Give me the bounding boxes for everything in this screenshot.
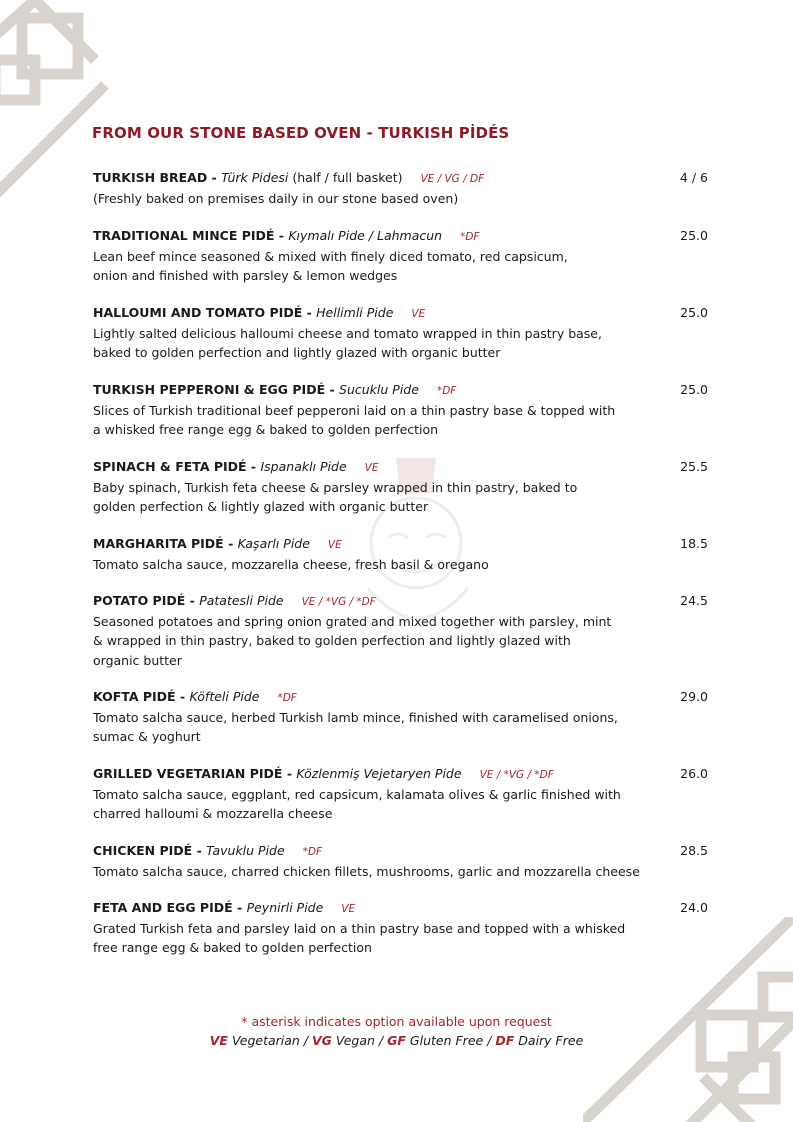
item-name: TURKISH BREAD (93, 170, 208, 185)
item-price: 4 / 6 (679, 170, 708, 185)
item-turkish-name: Patatesli Pide (199, 593, 284, 608)
item-turkish-name: Hellimli Pide (316, 305, 394, 320)
menu-item (93, 303, 718, 363)
dietary-tag: *DF (460, 231, 480, 243)
menu-item (93, 687, 718, 747)
item-separator: - (192, 843, 207, 858)
legend-abbr: DF (495, 1033, 515, 1048)
item-separator: - (246, 459, 261, 474)
item-description: (Freshly baked on premises daily in our stone based oven) (93, 191, 459, 206)
dietary-tag: VE (327, 539, 342, 551)
dietary-tag: *DF (302, 846, 323, 858)
item-name: SPINACH & FETA PIDÉ (93, 459, 247, 474)
menu-item (93, 226, 718, 286)
item-separator: - (185, 593, 200, 608)
item-header (93, 687, 718, 708)
item-price: 29.0 (680, 689, 708, 704)
item-name: KOFTA PIDÉ (93, 689, 176, 704)
item-turkish-name: Kıymalı Pide / Lahmacun (288, 228, 443, 243)
item-name: MARGHARITA PIDÉ (93, 536, 224, 551)
item-price: 26.0 (680, 766, 708, 781)
item-description: Grated Turkish feta and parsley laid on a thin pastry base and topped with a whisked free range egg & baked to golden perfection (93, 921, 626, 956)
item-description: Seasoned potatoes and spring onion grated and mixed together with parsley, mint & wrapped in thin pastry, baked to golden perfection and lightly glazed with organic butter (93, 614, 612, 668)
item-price: 25.0 (680, 228, 708, 243)
dietary-tag: VE / *VG / *DF (301, 596, 376, 608)
item-price: 25.0 (680, 382, 708, 397)
item-description: Lean beef mince seasoned & mixed with finely diced tomato, red capsicum, onion and finished with parsley & lemon wedges (93, 249, 568, 284)
item-price: 24.0 (680, 900, 708, 915)
item-separator: - (175, 689, 190, 704)
legend-label: Vegetarian (231, 1033, 300, 1048)
menu-item (93, 457, 718, 517)
legend-abbr: GF (387, 1033, 406, 1048)
item-turkish-name: Közlenmiş Vejetaryen Pide (296, 766, 462, 781)
dietary-tag: VE (411, 308, 426, 320)
asterisk-note: * asterisk indicates option available upon request (241, 1014, 552, 1029)
item-description: Tomato salcha sauce, charred chicken fillets, mushrooms, garlic and mozzarella cheese (93, 864, 640, 879)
item-separator: - (282, 766, 297, 781)
menu-item (93, 898, 718, 958)
item-turkish-name: Ispanaklı Pide (260, 459, 347, 474)
item-description: Lightly salted delicious halloumi cheese and tomato wrapped in thin pastry base, baked to golden perfection and lightly glazed with organic butter (93, 326, 602, 361)
item-price: 28.5 (680, 843, 708, 858)
legend-abbr: VE (209, 1033, 228, 1048)
item-name: POTATO PIDÉ (93, 593, 186, 608)
item-description: Slices of Turkish traditional beef pepperoni laid on a thin pastry base & topped with a whisked free range egg & baked to golden perfection (93, 403, 616, 438)
dietary-tag: *DF (277, 692, 297, 704)
item-separator: - (325, 382, 340, 397)
item-header (93, 168, 718, 189)
dietary-tag: VE / *VG / *DF (479, 769, 554, 781)
item-name: TURKISH PEPPERONI & EGG PIDÉ (93, 382, 326, 397)
item-name: TRADITIONAL MINCE PIDÉ (93, 228, 275, 243)
legend-label: Vegan (335, 1033, 375, 1048)
item-separator: - (232, 900, 247, 915)
item-turkish-name: Köfteli Pide (189, 689, 260, 704)
item-turkish-name: Türk Pidesi (221, 170, 289, 185)
item-name: CHICKEN PIDÉ (93, 843, 193, 858)
dietary-tag: *DF (436, 385, 457, 397)
item-separator: - (274, 228, 289, 243)
item-header (93, 591, 718, 612)
item-description: Tomato salcha sauce, eggplant, red capsicum, kalamata olives & garlic finished with charred halloumi & mozzarella cheese (93, 787, 621, 822)
legend-separator: / (483, 1033, 496, 1048)
item-header (93, 457, 718, 478)
item-name: GRILLED VEGETARIAN PIDÉ (93, 766, 283, 781)
item-header (93, 841, 718, 862)
legend-separator: / (299, 1033, 312, 1048)
dietary-tag: VE (364, 462, 379, 474)
item-name: HALLOUMI AND TOMATO PIDÉ (93, 305, 303, 320)
item-separator: - (223, 536, 238, 551)
item-name: FETA AND EGG PIDÉ (93, 900, 233, 915)
item-price: 25.5 (680, 459, 708, 474)
dietary-legend (0, 1031, 793, 1051)
item-header (93, 303, 718, 324)
item-description: Baby spinach, Turkish feta cheese & parsley wrapped in thin pastry, baked to golden perfection & lightly glazed with organic butter (93, 480, 578, 515)
legend-label: Gluten Free (409, 1033, 484, 1048)
item-turkish-name: Tavuklu Pide (206, 843, 285, 858)
item-header (93, 764, 718, 785)
item-portion: (half / full basket) (288, 170, 403, 185)
dietary-tag: VE (341, 903, 356, 915)
item-turkish-name: Sucuklu Pide (339, 382, 419, 397)
item-header (93, 226, 718, 247)
section-title: FROM OUR STONE BASED OVEN - TURKISH PİDÉS (92, 124, 510, 142)
dietary-tag: VE / VG / DF (420, 173, 485, 185)
item-header (93, 534, 718, 555)
menu-item (93, 534, 718, 574)
item-header (93, 898, 718, 919)
item-price: 18.5 (680, 536, 708, 551)
item-price: 25.0 (680, 305, 708, 320)
legend-abbr: VG (312, 1033, 332, 1048)
item-description: Tomato salcha sauce, herbed Turkish lamb mince, finished with caramelised onions, sumac & yoghurt (93, 710, 618, 745)
item-separator: - (207, 170, 222, 185)
item-price: 24.5 (680, 593, 708, 608)
menu-item (93, 380, 718, 440)
menu-item (93, 591, 718, 670)
footer (0, 1013, 793, 1051)
item-turkish-name: Peynirli Pide (246, 900, 324, 915)
item-turkish-name: Kaşarlı Pide (237, 536, 310, 551)
menu-item (93, 764, 718, 824)
menu-item (93, 841, 718, 881)
item-description: Tomato salcha sauce, mozzarella cheese, fresh basil & oregano (93, 557, 489, 572)
item-separator: - (302, 305, 317, 320)
legend-separator: / (374, 1033, 388, 1048)
item-header (93, 380, 718, 401)
menu-item (93, 168, 718, 208)
legend-label: Dairy Free (518, 1033, 584, 1048)
